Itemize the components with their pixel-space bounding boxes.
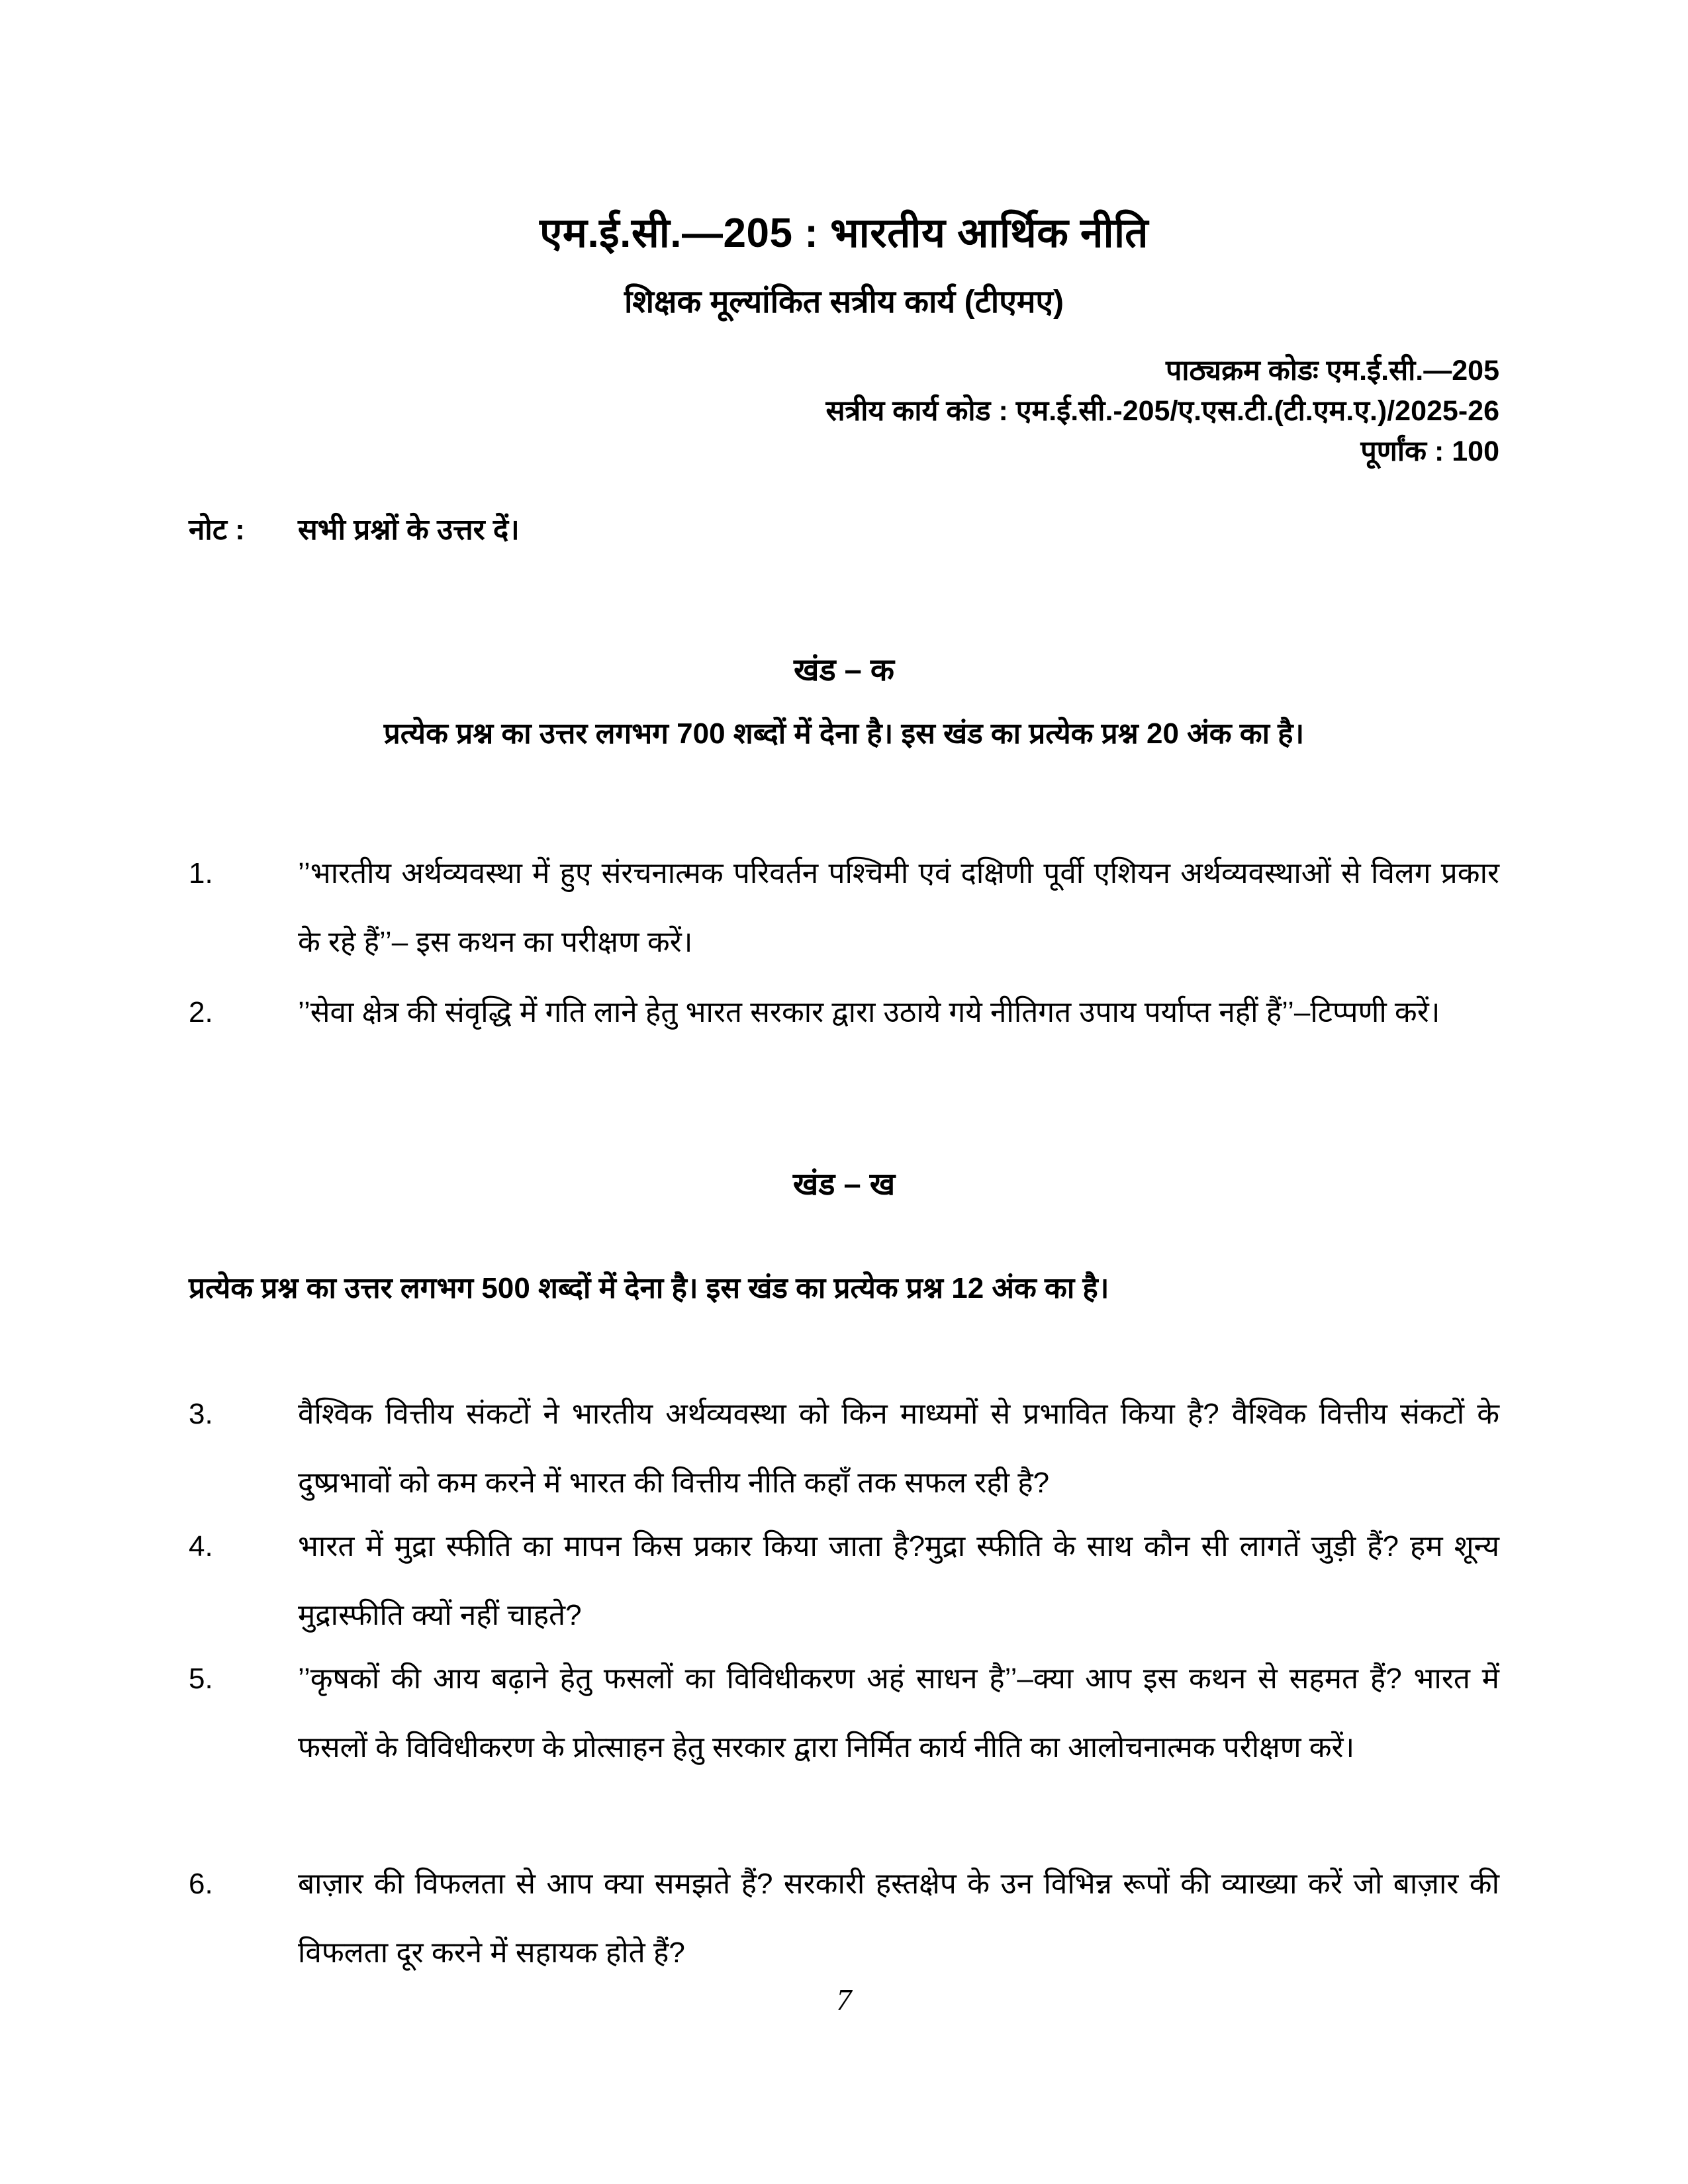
question-5-text: ’’कृषकों की आय बढ़ाने हेतु फसलों का विविधीकरण अहं साधन है’’–क्या आप इस कथन से सहमत हैं? भारत में फसलों के विविधीकरण के प्रोत्साहन हेतु सरकार द्वारा निर्मित कार्य नीति का आलोचनात्मक परीक्षण करें। bbox=[298, 1662, 1499, 1764]
section-a-instruction: प्रत्येक प्रश्न का उत्तर लगभग 700 शब्दों में देना है। इस खंड का प्रत्येक प्रश्न 20 अंक का है। bbox=[383, 717, 1305, 750]
question-6-number: 6. bbox=[189, 1868, 213, 1900]
section-a-heading: खंड – क bbox=[794, 652, 894, 687]
assignment-code-line: सत्रीय कार्य कोड : एम.ई.सी.-205/ए.एस.टी.(टी.एम.ए.)/2025-26 bbox=[825, 395, 1499, 427]
question-3-text: वैश्विक वित्तीय संकटों ने भारतीय अर्थव्यवस्था को किन माध्यमों से प्रभावित किया है? वैश्विक वित्तीय संकटों के दुष्प्रभावों को कम करने में भारत की वित्तीय नीति कहाँ तक सफल रही है? bbox=[298, 1398, 1499, 1499]
course-title: एम.ई.सी.—205 : भारतीय आर्थिक नीति bbox=[539, 210, 1149, 256]
question-6 bbox=[189, 1850, 1499, 1987]
question-6-text: बाज़ार की विफलता से आप क्या समझते हैं? सरकारी हस्तक्षेप के उन विभिन्न रूपों की व्याख्या करें जो बाज़ार की विफलता दूर करने में सहायक होते हैं? bbox=[298, 1868, 1499, 1969]
question-1 bbox=[189, 839, 1499, 977]
question-4 bbox=[189, 1512, 1499, 1650]
question-5 bbox=[189, 1645, 1499, 1782]
question-4-number: 4. bbox=[189, 1530, 213, 1563]
course-code-line: पाठ्यक्रम कोडः एम.ई.सी.—205 bbox=[1166, 355, 1499, 387]
section-b-heading: खंड – ख bbox=[792, 1166, 896, 1201]
question-1-text: ’’भारतीय अर्थव्यवस्था में हुए संरचनात्मक परिवर्तन पश्चिमी एवं दक्षिणी पूर्वी एशियन अर्थव्यवस्थाओं से विलग प्रकार के रहे हैं’’– इस कथन का परीक्षण करें। bbox=[298, 857, 1499, 958]
question-3 bbox=[189, 1380, 1499, 1518]
question-4-text: भारत में मुद्रा स्फीति का मापन किस प्रकार किया जाता है?मुद्रा स्फीति के साथ कौन सी लागतें जुड़ी हैं? हम शून्य मुद्रास्फीति क्यों नहीं चाहते? bbox=[298, 1530, 1499, 1631]
assignment-type-subtitle: शिक्षक मूल्यांकित सत्रीय कार्य (टीएमए) bbox=[624, 285, 1064, 320]
question-5-number: 5. bbox=[189, 1662, 213, 1695]
question-1-number: 1. bbox=[189, 857, 213, 889]
max-marks-line: पूर्णांक : 100 bbox=[1360, 435, 1499, 467]
question-2-text: ’’सेवा क्षेत्र की संवृद्धि में गति लाने हेतु भारत सरकार द्वारा उठाये गये नीतिगत उपाय पर्याप्त नहीं हैं’’–टिप्पणी करें। bbox=[298, 996, 1440, 1028]
question-2 bbox=[189, 978, 1499, 1047]
question-2-number: 2. bbox=[189, 996, 213, 1028]
question-3-number: 3. bbox=[189, 1398, 213, 1430]
section-b-instruction: प्रत्येक प्रश्न का उत्तर लगभग 500 शब्दों में देना है। इस खंड का प्रत्येक प्रश्न 12 अंक का है। bbox=[189, 1272, 1109, 1304]
meta-block bbox=[189, 351, 1499, 472]
note-label: नोट : bbox=[189, 514, 245, 546]
note-row bbox=[189, 508, 1499, 548]
note-text: सभी प्रश्नों के उत्तर दें। bbox=[298, 514, 520, 546]
page-number: 7 bbox=[836, 1983, 852, 2017]
